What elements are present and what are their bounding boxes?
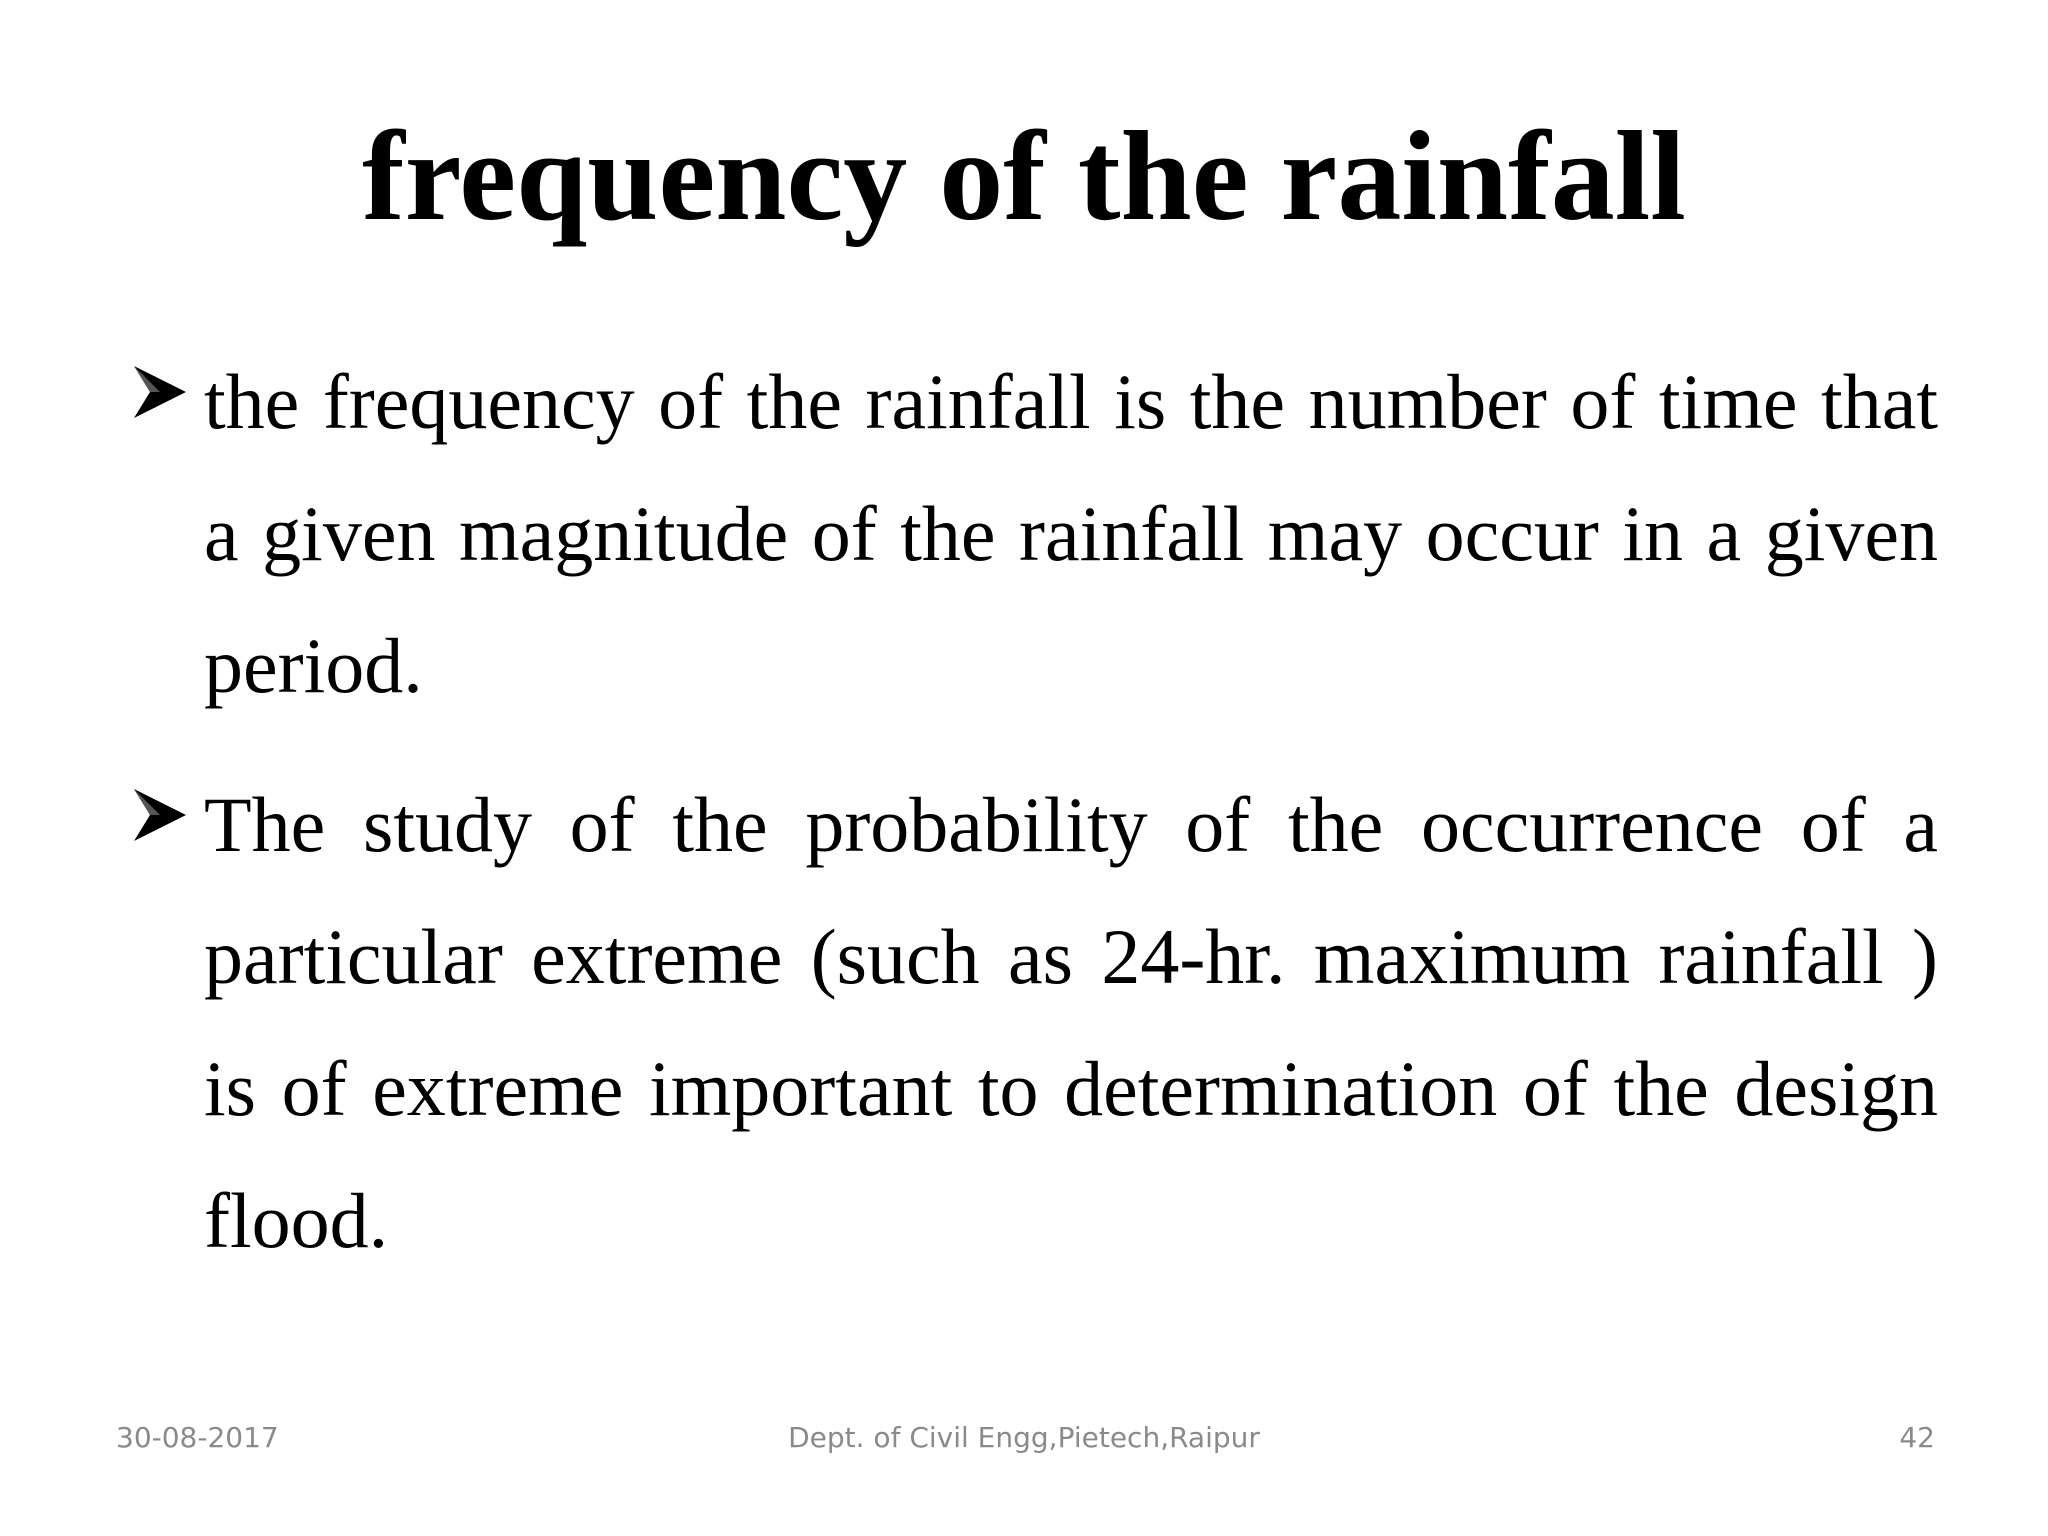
slide-title: frequency of the rainfall bbox=[362, 105, 1686, 247]
bullet-item bbox=[130, 336, 1938, 732]
bullet-text: The study of the probability of the occurrence of a particular extreme (such as 24-hr. maximum rainfall ) is of extreme important to determination of the design flood. bbox=[204, 781, 1938, 1264]
footer-date: 30-08-2017 bbox=[116, 1421, 279, 1454]
arrow-bullet-icon bbox=[130, 362, 190, 422]
bullet-list bbox=[130, 336, 1938, 1314]
footer-page-number: 42 bbox=[1899, 1421, 1935, 1454]
bullet-text: the frequency of the rainfall is the number of time that a given magnitude of the rainfall may occur in a given period. bbox=[204, 358, 1938, 709]
bullet-item bbox=[130, 759, 1938, 1287]
arrow-bullet-icon bbox=[130, 785, 190, 845]
footer-department: Dept. of Civil Engg,Pietech,Raipur bbox=[788, 1421, 1260, 1454]
